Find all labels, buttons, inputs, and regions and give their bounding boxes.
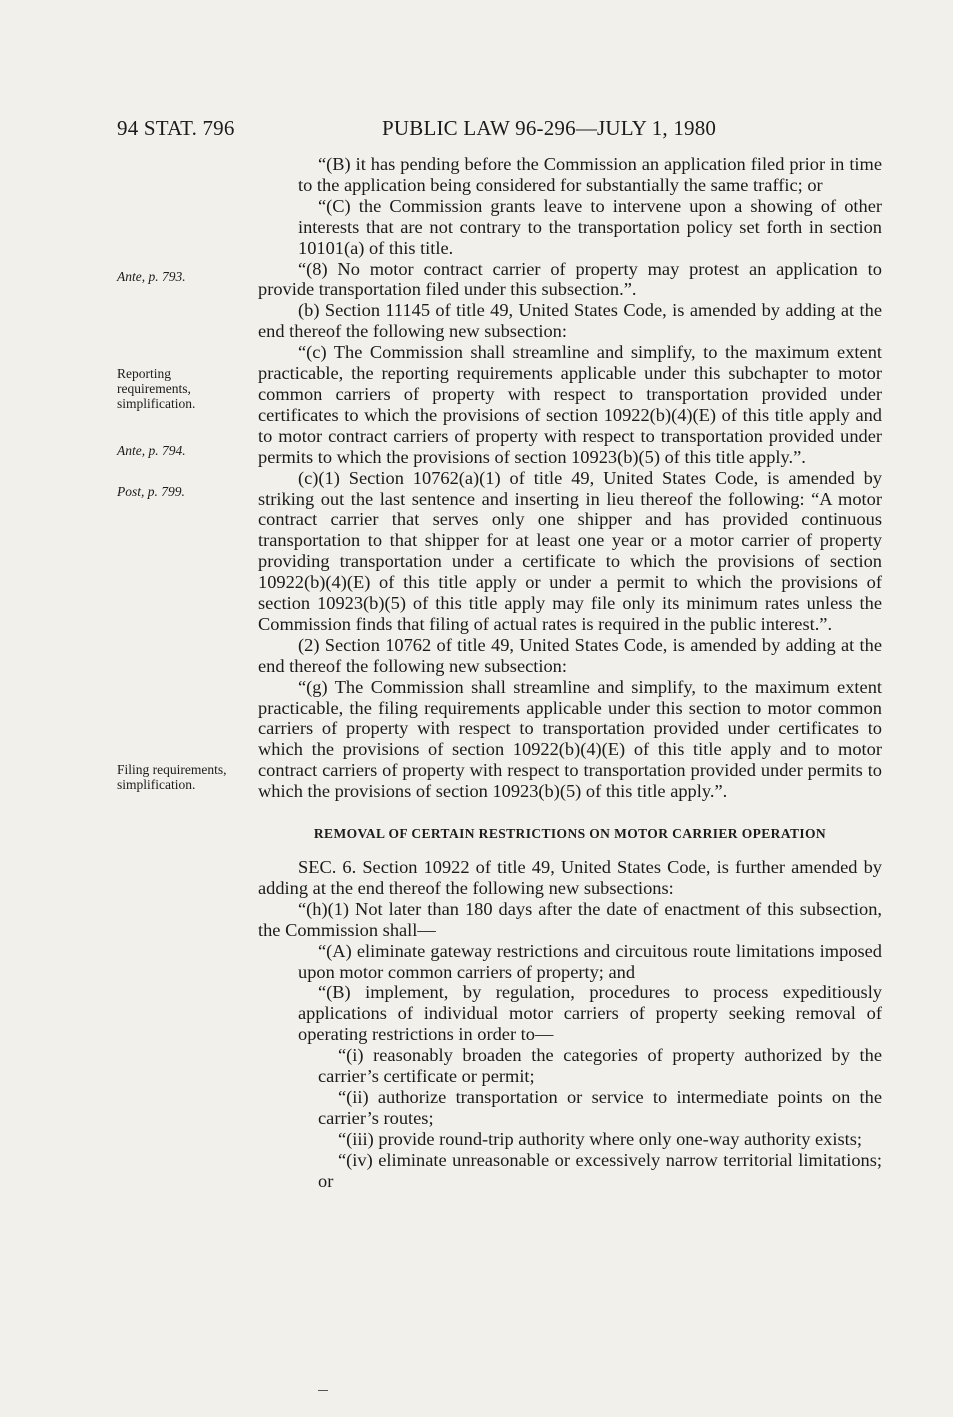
clause-i: “(i) reasonably broaden the categories of property authorized by the carrier’s certificate or permit; (318, 1045, 882, 1087)
paragraph-c-reporting: “(c) The Commission shall streamline and simplify, to the maximum extent practicable, the reporting requirements applicable under this subchapter to motor common carriers of property with respect to transportation provided under certificates to which the provisions of section 10922(b)(4)(E) of this title apply and to motor contract carriers of property with respect to transportation provided under permits to which the provisions of section 10923(b)(5) of this title apply.”. (258, 342, 882, 467)
clause-iii: “(iii) provide round-trip authority where only one-way authority exists; (338, 1128, 862, 1149)
paragraph-g-filing: “(g) The Commission shall streamline and simplify, to the maximum extent practicable, the filing requirements applicable under this section to motor common carriers of property with respect to transportation provided under certificates to which the provisions of section 10922(b)(4)(E) of this title apply and to motor contract carriers of property with respect to transportation provided under permits to which the provisions of section 10923(b)(5) of this title apply.”. (258, 676, 882, 802)
running-head-title: PUBLIC LAW 96-296—JULY 1, 1980 (382, 116, 717, 140)
clause-iv: “(iv) eliminate unreasonable or excessively narrow territorial limitations; or (318, 1149, 882, 1191)
margin-note-ante-794: Ante, p. 794. (117, 443, 186, 458)
stat-page-number: 94 STAT. 796 (117, 116, 235, 140)
margin-note-reporting: Reporting requirements, simplification. (117, 366, 196, 411)
paragraph-h1: “(h)(1) Not later than 180 days after the date of enactment of this subsection, the Commission shall— (258, 898, 882, 940)
paragraph-c1-section-10762: (c)(1) Section 10762(a)(1) of title 49, United States Code, is amended by striking out the last sentence and inserting in lieu thereof the following: “A motor contract carrier that serves only one shipper and has provided continuous transportation to that shipper for at least one year or a motor carrier of property providing transportation under a certificate to which the provisions of section 10922(b)(4)(E) of this title apply or under a permit to which the provisions of section 10923(b)(5) of this title apply may file only its minimum rates unless the Commission finds that filing of actual rates is required in the public interest.”. (258, 467, 882, 634)
paragraph-8-protest: “(8) No motor contract carrier of property may protest an application to provide transportation filed under this subsection.”. (258, 258, 882, 300)
page-footer-mark (318, 1390, 328, 1391)
section-heading: REMOVAL OF CERTAIN RESTRICTIONS ON MOTOR CARRIER OPERATION (313, 826, 827, 842)
clause-ii: “(ii) authorize transportation or service to intermediate points on the carrier’s routes; (318, 1086, 882, 1128)
clause-list (258, 1045, 882, 1191)
margin-note-filing: Filing requirements, simplification. (117, 762, 227, 792)
paragraph-b-pending: “(B) it has pending before the Commission an application filed prior in time to the application being considered for substantially the same traffic; or (298, 154, 882, 195)
paragraph-b-section-11145: (b) Section 11145 of title 49, United States Code, is amended by adding at the end thereof the following new subsection: (258, 300, 882, 342)
paragraph-h1-b: “(B) implement, by regulation, procedures to process expeditiously applications of individual motor carriers of property seeking removal of operating restrictions in order to— (298, 982, 882, 1045)
paragraph-sec-6: SEC. 6. Section 10922 of title 49, United States Code, is further amended by adding at the end thereof the following new subsections: (258, 857, 882, 898)
margin-note-post-799: Post, p. 799. (117, 484, 185, 499)
paragraph-h1-a: “(A) eliminate gateway restrictions and circuitous route limitations imposed upon motor common carriers of property; and (298, 940, 882, 982)
margin-note-ante-793: Ante, p. 793. (117, 269, 186, 284)
paragraph-2-section-10762: (2) Section 10762 of title 49, United States Code, is amended by adding at the end thereof the following new subsection: (258, 634, 882, 676)
statute-text (258, 154, 882, 1192)
paragraph-c-leave: “(C) the Commission grants leave to intervene upon a showing of other interests that are not contrary to the transportation policy set forth in section 10101(a) of this title. (298, 195, 882, 258)
